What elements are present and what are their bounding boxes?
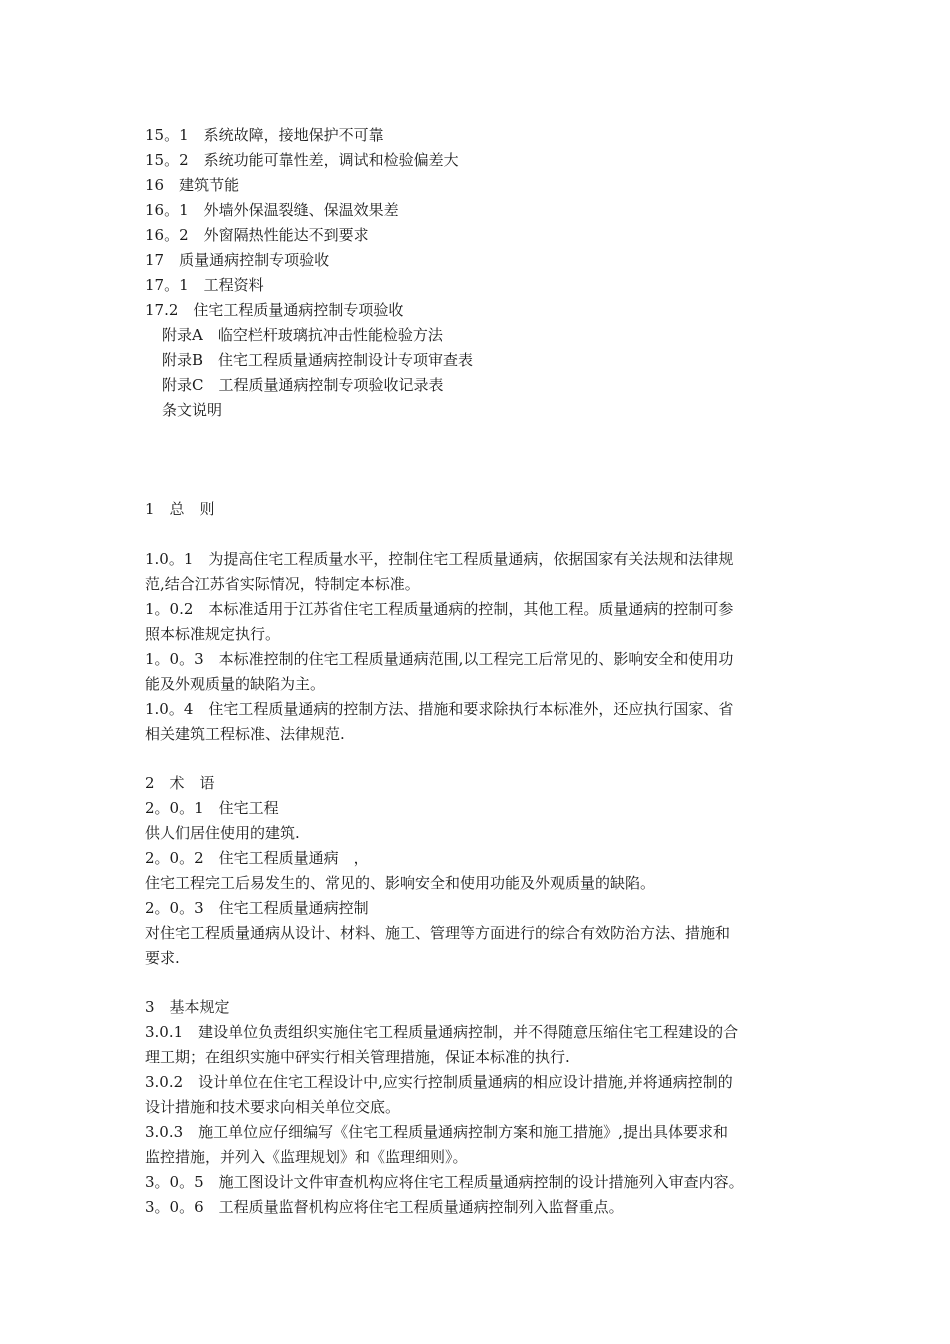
toc-item: 17 质量通病控制专项验收 bbox=[145, 251, 330, 269]
chapter-title: 3 基本规定 bbox=[145, 998, 230, 1016]
paragraph-line: 范,结合江苏省实际情况，特制定本标准。 bbox=[145, 575, 420, 593]
paragraph-line: 3.0.3 施工单位应仔细编写《住宅工程质量通病控制方案和施工措施》,提出具体要求和 bbox=[145, 1123, 728, 1141]
toc-appendix: 条文说明 bbox=[162, 401, 223, 419]
paragraph-line: 2。0。2 住宅工程质量通病 ， bbox=[145, 849, 369, 867]
paragraph-line: 设计措施和技术要求向相关单位交底。 bbox=[145, 1098, 401, 1116]
paragraph-line: 要求. bbox=[145, 949, 180, 967]
toc-item: 15。2 系统功能可靠性差，调试和检验偏差大 bbox=[145, 151, 459, 169]
paragraph-line: 供人们居住使用的建筑. bbox=[145, 824, 300, 842]
paragraph-line: 1。0。3 本标准控制的住宅工程质量通病范围,以工程完工后常见的、影响安全和使用功 bbox=[145, 650, 734, 668]
paragraph-line: 1。0.2 本标准适用于江苏省住宅工程质量通病的控制，其他工程。质量通病的控制可参 bbox=[145, 600, 734, 618]
paragraph-line: 1.0。4 住宅工程质量通病的控制方法、措施和要求除执行本标准外，还应执行国家、省 bbox=[145, 700, 734, 718]
paragraph-line: 照本标准规定执行。 bbox=[145, 625, 281, 643]
paragraph-line: 相关建筑工程标准、法律规范. bbox=[145, 725, 345, 743]
toc-appendix: 附录B 住宅工程质量通病控制设计专项审查表 bbox=[162, 351, 474, 369]
paragraph-line: 3.0.1 建设单位负责组织实施住宅工程质量通病控制，并不得随意压缩住宅工程建设的合 bbox=[145, 1023, 739, 1041]
paragraph-line: 能及外观质量的缺陷为主。 bbox=[145, 675, 326, 693]
paragraph-line: 理工期；在组织实施中砰实行相关管理措施，保证本标准的执行. bbox=[145, 1048, 570, 1066]
toc-appendix: 附录C 工程质量通病控制专项验收记录表 bbox=[162, 376, 444, 394]
chapter-title: 2 术 语 bbox=[145, 774, 215, 792]
paragraph-line: 2。0。1 住宅工程 bbox=[145, 799, 279, 817]
toc-item: 17。1 工程资料 bbox=[145, 276, 264, 294]
toc-item: 16。1 外墙外保温裂缝、保温效果差 bbox=[145, 201, 399, 219]
toc-appendix: 附录A 临空栏杆玻璃抗冲击性能检验方法 bbox=[162, 326, 443, 344]
chapter-title: 1 总 则 bbox=[145, 500, 215, 518]
toc-item: 17.2 住宅工程质量通病控制专项验收 bbox=[145, 301, 404, 319]
toc-item: 16。2 外窗隔热性能达不到要求 bbox=[145, 226, 369, 244]
paragraph-line: 2。0。3 住宅工程质量通病控制 bbox=[145, 899, 369, 917]
paragraph-line: 对住宅工程质量通病从设计、材料、施工、管理等方面进行的综合有效防治方法、措施和 bbox=[145, 924, 731, 942]
toc-item: 16 建筑节能 bbox=[145, 176, 240, 194]
paragraph-line: 监控措施，并列入《监理规划》和《监理细则》。 bbox=[145, 1148, 468, 1166]
toc-item: 15。1 系统故障，接地保护不可靠 bbox=[145, 126, 384, 144]
paragraph-line: 1.0。1 为提高住宅工程质量水平，控制住宅工程质量通病，依据国家有关法规和法律规 bbox=[145, 550, 734, 568]
paragraph-line: 3。0。5 施工图设计文件审查机构应将住宅工程质量通病控制的设计措施列入审查内容。 bbox=[145, 1173, 744, 1191]
paragraph-line: 3。0。6 工程质量监督机构应将住宅工程质量通病控制列入监督重点。 bbox=[145, 1198, 624, 1216]
paragraph-line: 3.0.2 设计单位在住宅工程设计中,应实行控制质量通病的相应设计措施,并将通病控制的 bbox=[145, 1073, 733, 1091]
paragraph-line: 住宅工程完工后易发生的、常见的、影响安全和使用功能及外观质量的缺陷。 bbox=[145, 874, 656, 892]
